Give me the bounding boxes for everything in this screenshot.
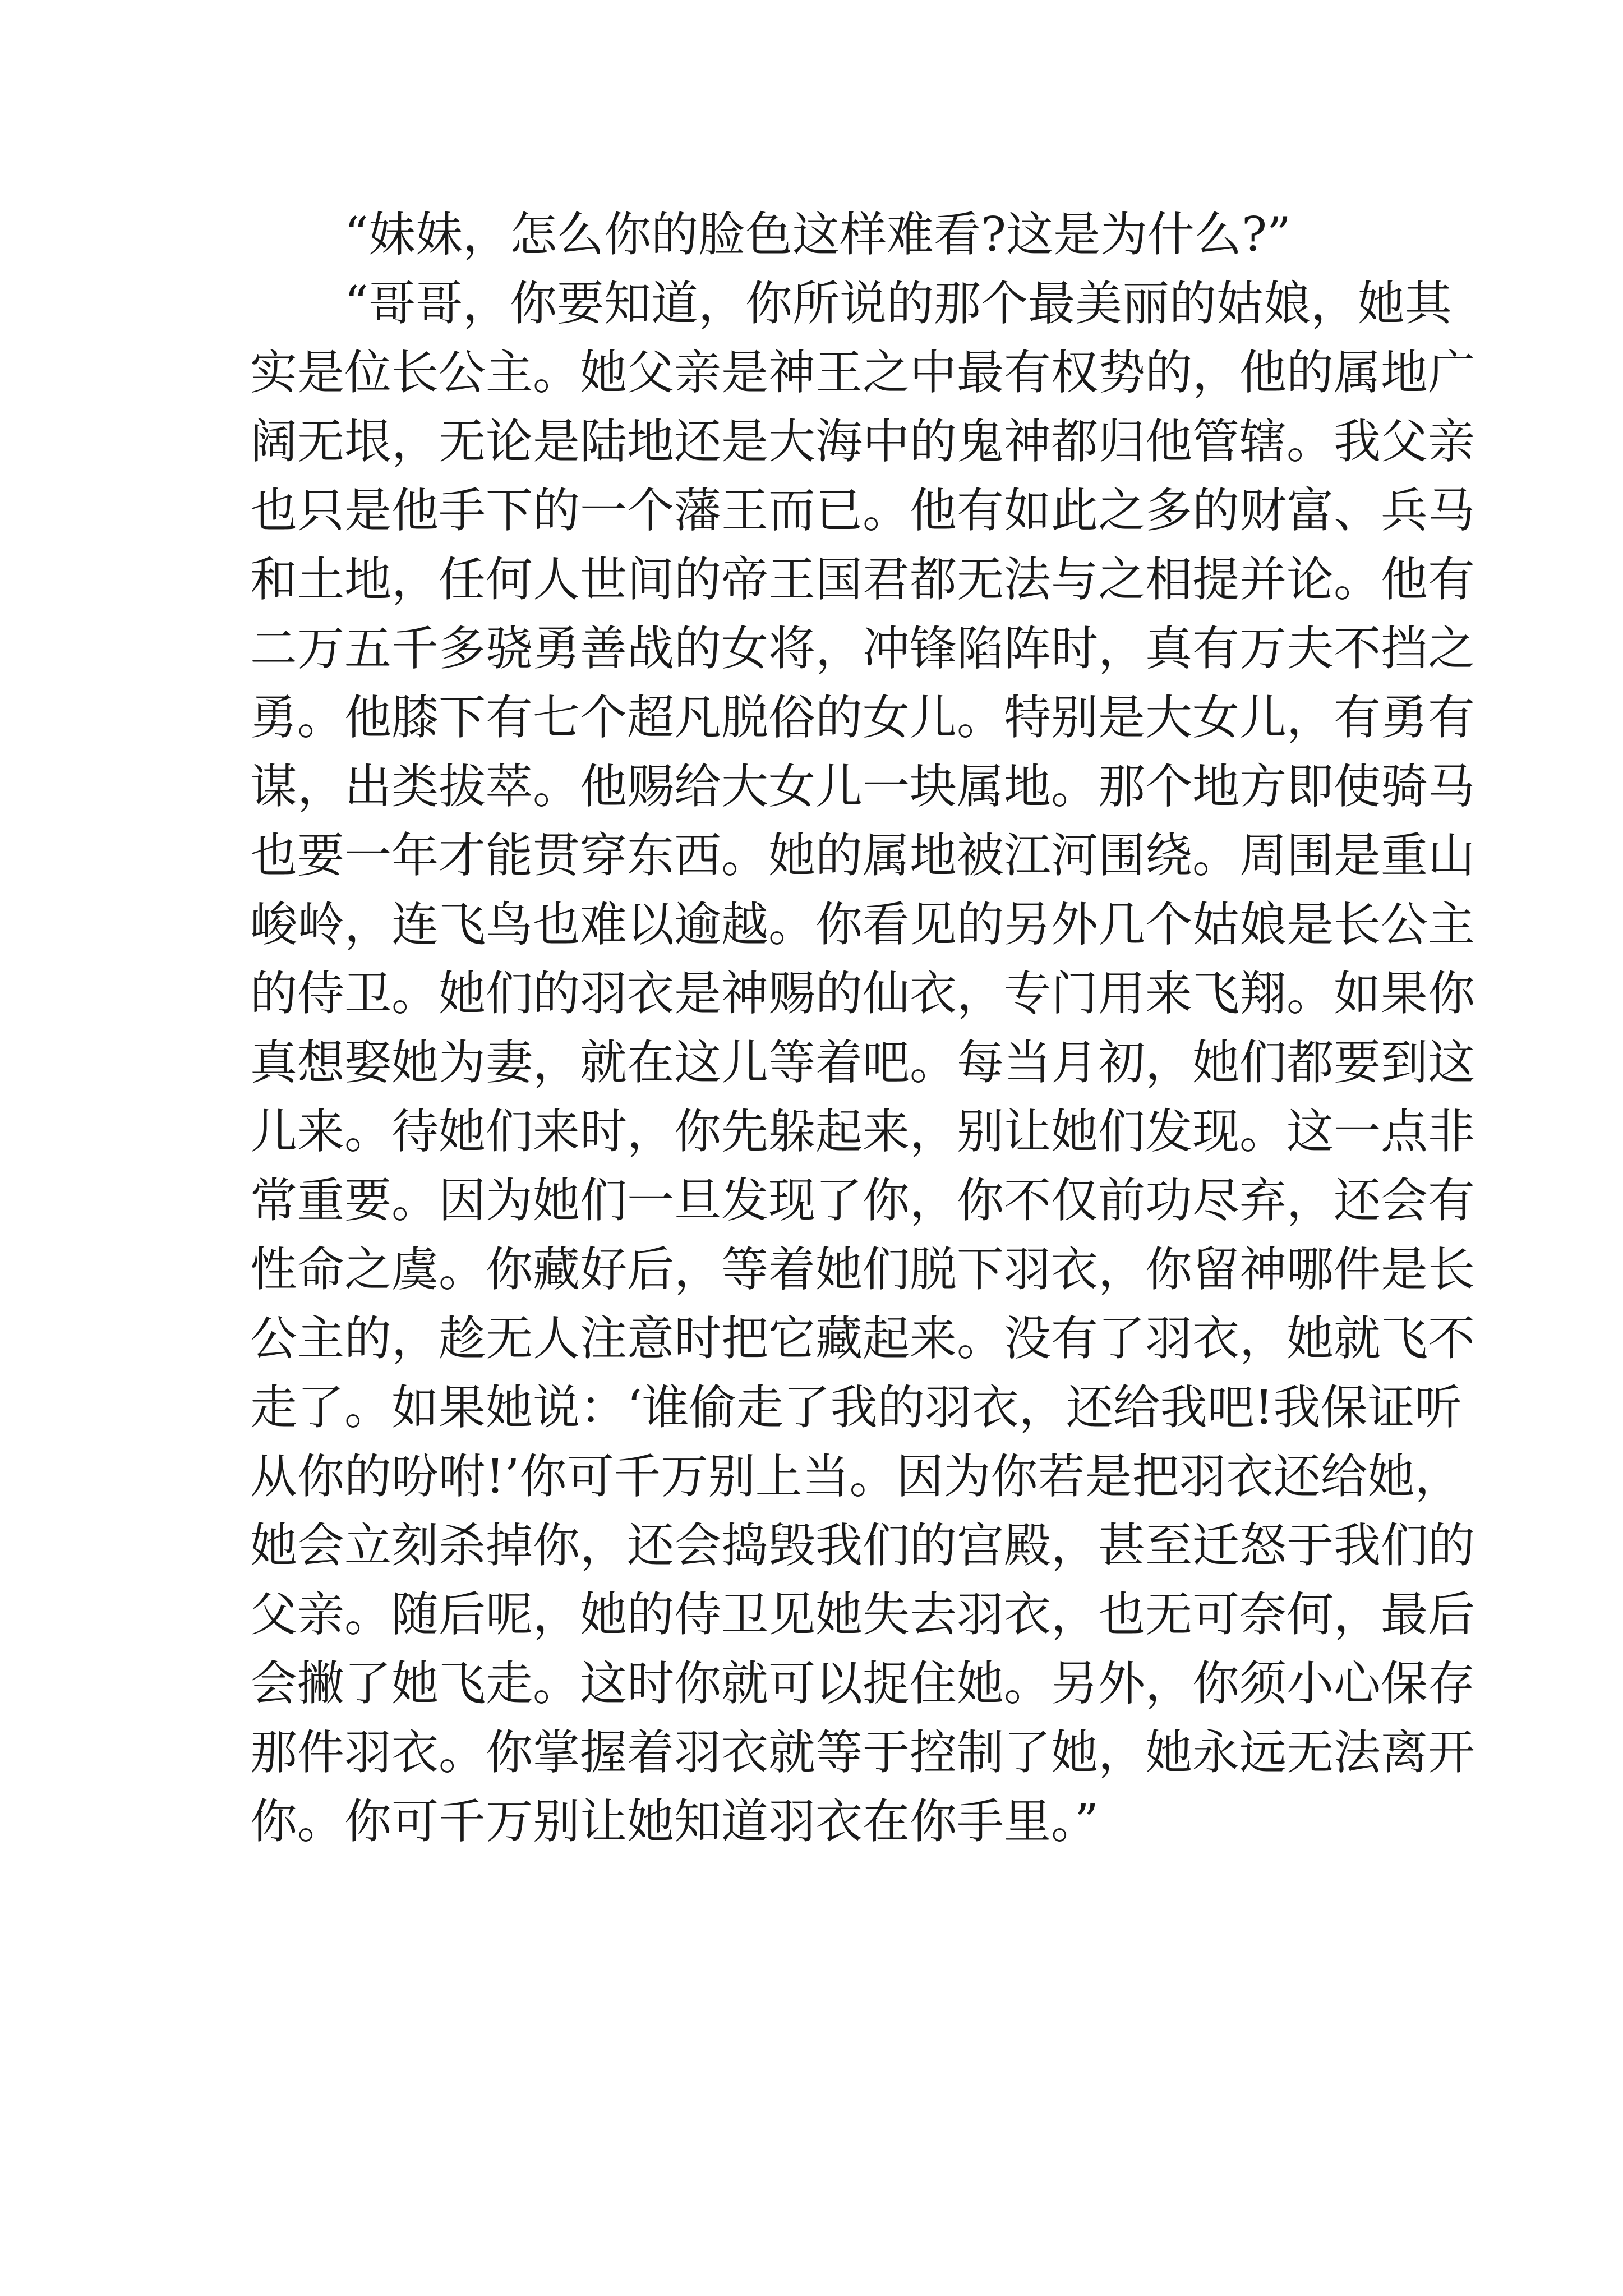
text-line: “哥哥，你要知道，你所说的那个最美丽的姑娘，她其	[344, 276, 1452, 331]
text-line: 二万五千多骁勇善战的女将，冲锋陷阵时，真有万夫不挡之	[250, 621, 1476, 676]
text-line: 会撇了她飞走。这时你就可以捉住她。另外，你须小心保存	[250, 1656, 1476, 1711]
text-line: 也要一年才能贯穿东西。她的属地被江河围绕。周围是重山	[250, 828, 1476, 883]
text-line: 实是位长公主。她父亲是神王之中最有权势的，他的属地广	[250, 345, 1476, 400]
text-line: 峻岭，连飞鸟也难以逾越。你看见的另外几个姑娘是长公主	[250, 897, 1476, 952]
text-line: 你。你可千万别让她知道羽衣在你手里。”	[250, 1794, 1099, 1849]
text-line: 阔无垠，无论是陆地还是大海中的鬼神都归他管辖。我父亲	[250, 414, 1476, 469]
text-line: 从你的吩咐!’你可千万别上当。因为你若是把羽衣还给她，	[250, 1449, 1462, 1504]
text-line: 勇。他膝下有七个超凡脱俗的女儿。特别是大女儿，有勇有	[250, 690, 1476, 745]
text-line: 谋，出类拔萃。他赐给大女儿一块属地。那个地方即使骑马	[250, 759, 1476, 814]
text-line: 常重要。因为她们一旦发现了你，你不仅前功尽弃，还会有	[250, 1173, 1476, 1228]
text-line: 也只是他手下的一个藩王而已。他有如此之多的财富、兵马	[250, 483, 1476, 538]
text-line: 的侍卫。她们的羽衣是神赐的仙衣，专门用来飞翔。如果你	[250, 966, 1476, 1021]
text-line: 那件羽衣。你掌握着羽衣就等于控制了她，她永远无法离开	[250, 1725, 1476, 1780]
text-line: 性命之虞。你藏好后，等着她们脱下羽衣，你留神哪件是长	[250, 1242, 1476, 1297]
text-line: 真想娶她为妻，就在这儿等着吧。每当月初，她们都要到这	[250, 1035, 1476, 1090]
text-line: 走了。如果她说：‘谁偷走了我的羽衣，还给我吧!我保证听	[250, 1380, 1462, 1435]
body-text	[250, 200, 1476, 1856]
text-line: “妹妹，怎么你的脸色这样难看?这是为什么?”	[344, 207, 1291, 262]
text-line: 公主的，趁无人注意时把它藏起来。没有了羽衣，她就飞不	[250, 1311, 1476, 1366]
text-line: 儿来。待她们来时，你先躲起来，别让她们发现。这一点非	[250, 1104, 1476, 1159]
text-line: 父亲。随后呢，她的侍卫见她失去羽衣，也无可奈何，最后	[250, 1587, 1476, 1642]
text-line: 和土地，任何人世间的帝王国君都无法与之相提并论。他有	[250, 552, 1476, 607]
text-line: 她会立刻杀掉你，还会捣毁我们的宫殿，甚至迁怒于我们的	[250, 1518, 1476, 1573]
